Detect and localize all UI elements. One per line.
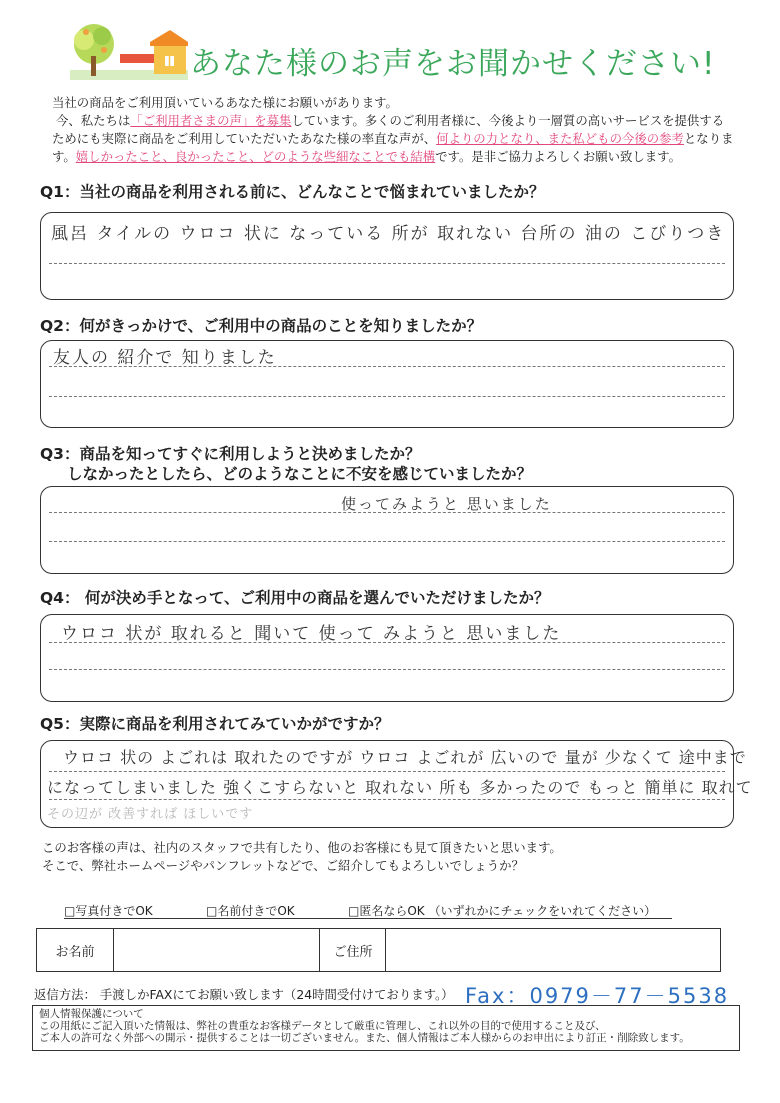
question-4-label: Q4： 何が決め手となって、ご利用中の商品を選んでいただけましたか？ xyxy=(40,589,550,607)
question-3-label: Q3：商品を知ってすぐに利用しようと決めましたか？ xyxy=(40,445,421,463)
name-field[interactable] xyxy=(115,929,320,971)
anonymous-ok-checkbox[interactable]: □匿名ならOK （いずれかにチェックをいれてください） xyxy=(348,904,657,918)
address-field[interactable] xyxy=(387,929,720,971)
answer-1-line-1: 風呂 タイルの ウロコ 状に なっている 所が 取れない 台所の 油の こびりつき xyxy=(51,224,726,244)
answer-5-line-1: ウロコ 状の よごれは 取れたのですが ウロコ よごれが 広いので 量が 少なくて 途中まで xyxy=(63,748,747,767)
share-permission-text: このお客様の声は、社内のスタッフで共有したり、他のお客様にも見て頂きたいと思います。 そこで、弊社ホームページやパンフレットなどで、ご紹介してもよろしいでしょうか？ xyxy=(42,840,562,873)
answer-3-line-1: 使ってみようと 思いました xyxy=(341,495,552,513)
question-3-label-line2: しなかったとしたら、どのようなことに不安を感じていましたか？ xyxy=(67,465,533,483)
answer-box-4[interactable] xyxy=(40,614,734,702)
tree-house-logo xyxy=(62,22,190,84)
answer-5-line-3: その辺が 改善すれば ほしいです xyxy=(47,807,254,822)
name-label: お名前 xyxy=(37,929,114,971)
question-1-label: Q1：当社の商品を利用される前に、どんなことで悩まれていましたか？ xyxy=(40,183,545,201)
name-ok-checkbox[interactable]: □名前付きでOK xyxy=(206,904,295,918)
address-label: ご住所 xyxy=(321,929,386,971)
answer-box-1[interactable] xyxy=(40,212,734,300)
question-2-label: Q2：何がきっかけで、ご利用中の商品のことを知りましたか？ xyxy=(40,317,483,335)
answer-4-line-1: ウロコ 状が 取れると 聞いて 使って みようと 思いました xyxy=(61,624,562,644)
answer-box-5[interactable] xyxy=(40,740,753,828)
voice-recruit-highlight: 「ご利用者さまの声」を募集 xyxy=(130,113,292,128)
checkbox-underline xyxy=(64,918,672,919)
reference-highlight: 何よりの力となり、また私どもの今後の参考 xyxy=(436,131,684,146)
privacy-notice: 個人情報保護について この用紙にご記入頂いた情報は、弊社の貴重なお客様データとして厳重に管理し、これ以外の目的で使用すること及び、 ご本人の許可なく外部への開示・提供することは一切ございません。また、個人情報はご本人様からのお申出により訂正・削除致します。 xyxy=(32,1005,740,1051)
fax-number: Fax：0979－77－5538 xyxy=(465,984,730,1008)
anything-fine-highlight: 嬉しかったこと、良かったこと、どのような些細なことでも結構 xyxy=(75,149,436,164)
page-title: あなた様のお声をお聞かせください! xyxy=(190,46,716,82)
answer-5-line-2: になってしまいました 強くこすらないと 取れない 所も 多かったので もっと 簡単に 取れて xyxy=(47,778,753,797)
reply-method-text: 返信方法： 手渡しかFAXにてお願い致します（24時間受付けております。） xyxy=(34,987,454,1002)
answer-box-2[interactable] xyxy=(40,340,734,428)
contact-table xyxy=(36,928,721,972)
answer-2-line-1: 友人の 紹介で 知りました xyxy=(53,348,277,368)
question-5-label: Q5：実際に商品を利用されてみていかがですか？ xyxy=(40,715,390,733)
photo-ok-checkbox[interactable]: □写真付きでOK xyxy=(64,904,153,918)
answer-box-3[interactable] xyxy=(40,486,734,574)
intro-text: 当社の商品をご利用頂いているあなた様にお願いがあります。 今、私たちは「ご利用者さまの声」を募集しています。多くのご利用者様に、今後より一層質の高いサービスを提供する ためにも実際に商品をご利用していただいたあなた様の率直な声が、何よりの力となり、また私どもの今後の参考となりま す。嬉しかったこと、良かったこと、どのような些細なことでも結構です。是非ご協力よろしくお願い致します。 xyxy=(52,95,734,164)
